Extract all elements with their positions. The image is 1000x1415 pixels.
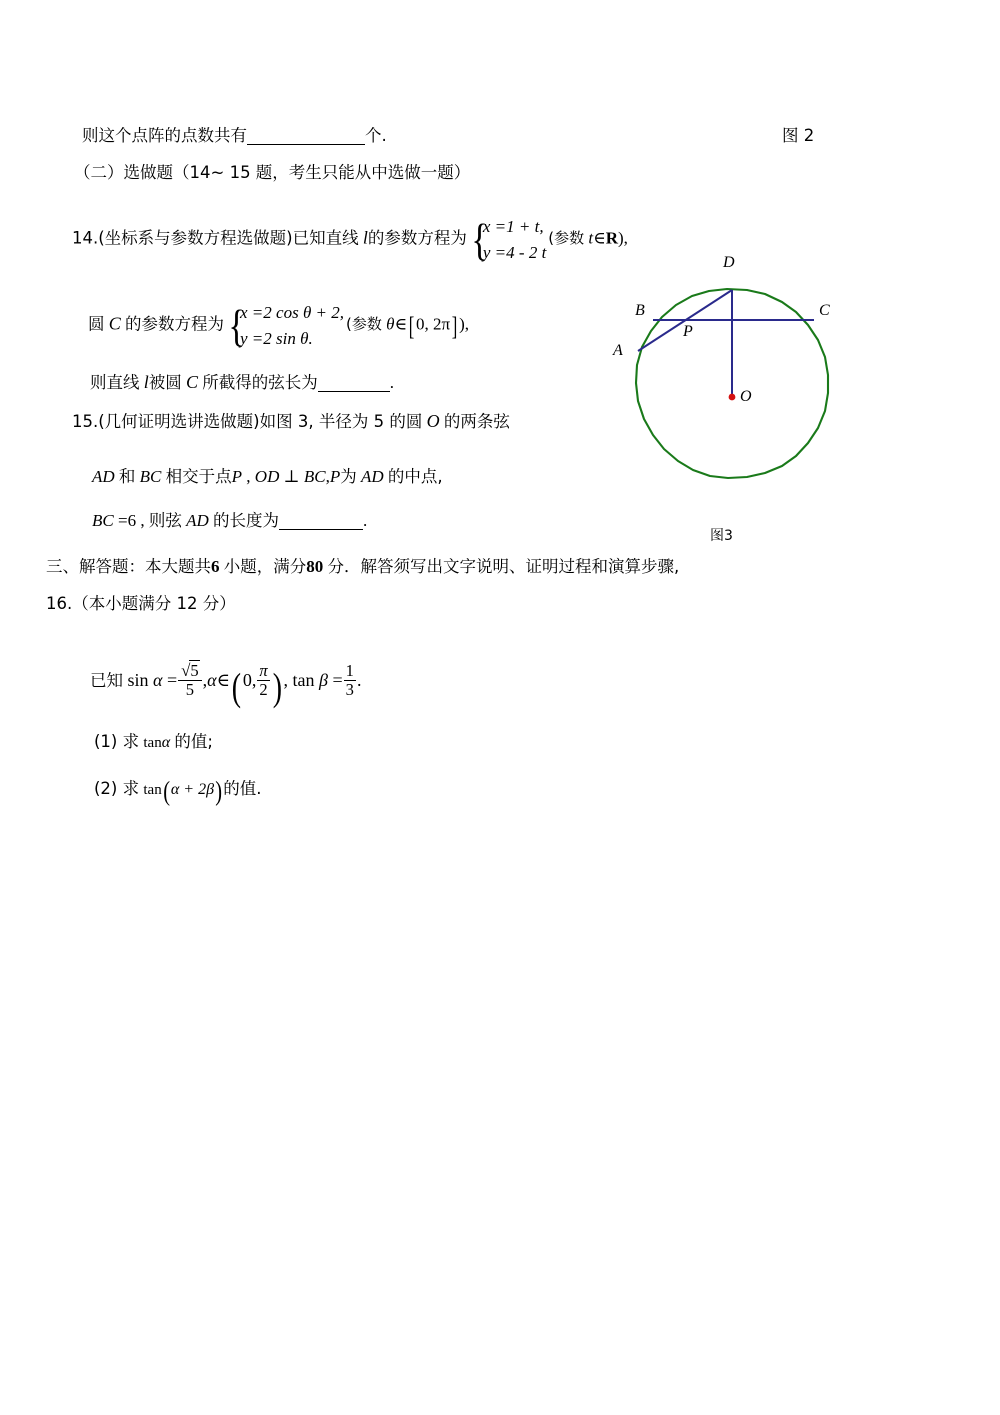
- fraction-denominator: 5: [185, 679, 195, 699]
- system-brace-icon: {: [471, 214, 488, 264]
- q14-title: (坐标系与参数方程选做题): [98, 228, 293, 248]
- segment-BC: BC: [139, 467, 162, 486]
- q15-comma-1: ,: [246, 467, 251, 486]
- q14-line-2: 圆 C 的参数方程为 { x =2 cos θ + 2, y =2 sin θ. (参数 θ∈[ 0, 2π] ),: [88, 300, 470, 350]
- segment-AD-3: AD: [186, 511, 209, 530]
- q16-part1-label: (1) 求: [94, 732, 140, 751]
- radicand-value: 5: [190, 661, 199, 680]
- circle-eq-row-1: x =2 cos θ + 2,: [240, 303, 345, 322]
- q15-stem-b: 的两条弦: [443, 412, 510, 431]
- q15-line-2: [92, 468, 443, 486]
- circle-label-pre: 圆: [88, 314, 105, 334]
- system-brace-icon: {: [228, 300, 245, 350]
- q14-line-3: [90, 373, 394, 392]
- beta-symbol: β: [319, 670, 328, 691]
- q13-tail-prefix: 则这个点阵的点数共有: [82, 126, 247, 145]
- q16-part-2: (2) 求 tan(α + 2β)的值.: [94, 775, 262, 807]
- q14-line-1: [72, 214, 628, 265]
- q14-stem: 已知直线: [292, 228, 359, 248]
- segment-BC-2: BC: [303, 467, 326, 486]
- q14-question-end: .: [389, 373, 395, 392]
- line-param-var: t: [588, 228, 594, 248]
- answer-blank-13[interactable]: [247, 127, 365, 145]
- q15-text-1: 相交于点: [165, 467, 232, 486]
- q15-circle-symbol: O: [426, 411, 440, 431]
- q16-heading: [46, 595, 236, 613]
- answer-blank-15[interactable]: [279, 512, 363, 530]
- q14-stem2: 的参数方程为: [367, 228, 467, 248]
- q15-stem-a: 如图 3, 半径为 5 的圆: [259, 412, 423, 431]
- part1-tan-operator: tan: [143, 735, 162, 751]
- circle-symbol: C: [108, 313, 121, 334]
- fraction-numerator: [178, 662, 202, 681]
- figure3-caption: 图3: [710, 528, 733, 544]
- q16-part2-tail: 的值.: [223, 779, 262, 798]
- q14-question-post: 所截得的弦长为: [202, 373, 318, 392]
- section3-heading-a: 三、解答题：本大题共: [46, 557, 211, 576]
- point-P: P: [231, 467, 243, 486]
- q13-tail-suffix: 个.: [365, 126, 387, 145]
- optional-section-header: （二）选做题（14~ 15 题，考生只能从中选做一题）: [74, 163, 471, 182]
- figure2-label: 图 2: [782, 126, 815, 145]
- q16-part1-tail: 的值;: [174, 732, 213, 751]
- line-param-post: ),: [618, 228, 628, 248]
- fraction-1-over-3: [344, 662, 356, 698]
- section3-count: 6: [211, 557, 220, 576]
- q14-question-circle: C: [186, 372, 199, 392]
- q15-text-2: 的中点,: [387, 467, 443, 486]
- line-param-note-pre: (参数: [548, 229, 585, 248]
- circle-param-post: ),: [459, 314, 470, 334]
- line-eq-row-1: x =1 + t,: [482, 217, 544, 236]
- q16-given-pre: 已知: [90, 671, 123, 691]
- part2-tan-operator: tan: [143, 782, 162, 798]
- interval-denominator: 2: [259, 679, 268, 699]
- point-P-2: P: [329, 467, 341, 486]
- in-symbol: ∈: [216, 670, 230, 691]
- q15-wei: 为: [340, 467, 357, 486]
- q16-part-1: [94, 733, 213, 751]
- sqrt-group: [180, 662, 200, 680]
- q15-bc-value: =6 ,: [117, 511, 145, 530]
- line-param-in: ∈: [593, 228, 606, 248]
- interval-lower: 0,: [242, 670, 257, 691]
- alpha-symbol-2: α: [207, 670, 217, 691]
- q16-title: （本小题满分 12 分）: [72, 594, 236, 613]
- center-point-dot: [729, 394, 736, 401]
- q15-comma-2: ,: [325, 467, 330, 486]
- q14-number: 14.: [72, 228, 99, 248]
- q16-number: 16.: [46, 594, 73, 613]
- label-point-A: A: [613, 342, 623, 359]
- circle-parametric-system: [226, 300, 344, 351]
- line-parametric-system: [469, 214, 546, 265]
- q15-text-4: 的长度为: [213, 511, 279, 530]
- q15-he: 和: [118, 467, 136, 486]
- label-point-O: O: [740, 388, 752, 405]
- circle-geometry-svg: [595, 258, 875, 538]
- part2-inner-expression: α + 2β: [170, 781, 215, 798]
- circle-param-in: ∈: [394, 314, 408, 334]
- segment-AD: AD: [92, 467, 115, 486]
- q15-end: .: [363, 511, 368, 530]
- q16-comma-2: ,: [283, 670, 289, 691]
- figure3-diagram: [595, 254, 875, 538]
- label-point-C: C: [819, 302, 830, 319]
- part1-alpha: α: [161, 734, 171, 751]
- q14-question-pre: 则直线: [90, 373, 140, 392]
- radical-icon: √: [181, 661, 191, 680]
- q14-question-line: l: [143, 372, 149, 392]
- fraction-numerator-2: 1: [345, 661, 354, 681]
- circle-param-note-pre: (参数: [346, 315, 382, 334]
- segment-BC-3: BC: [92, 511, 114, 530]
- q16-period: .: [356, 670, 362, 691]
- fraction-pi-over-2: [257, 662, 269, 698]
- q15-title: (几何证明选讲选做题): [98, 412, 260, 431]
- alpha-symbol: α: [153, 670, 163, 691]
- interval-numerator: π: [259, 661, 268, 681]
- q15-line-1: [72, 412, 510, 431]
- answer-blank-14[interactable]: [318, 374, 390, 392]
- perp-icon: ⊥: [283, 467, 300, 486]
- section3-heading: [46, 558, 679, 576]
- segment-OD: OD: [254, 467, 280, 486]
- circle-param-var: θ: [386, 314, 395, 334]
- q14-line-symbol: l: [362, 227, 368, 248]
- q16-comma-1: ,: [202, 670, 208, 691]
- line-param-set: R: [605, 228, 619, 248]
- circle-eq-row-2: y =2 sin θ.: [240, 328, 313, 348]
- circle-label-post: 的参数方程为: [125, 314, 225, 334]
- segment-AD-2: AD: [360, 467, 384, 486]
- q14-question-mid: 被圆: [148, 373, 182, 392]
- equals-sign-1: =: [166, 670, 178, 691]
- line-eq-row-2: y =4 - 2 t: [482, 242, 547, 262]
- equals-sign-2: =: [332, 670, 343, 691]
- label-point-P: P: [683, 323, 693, 340]
- label-point-D: D: [723, 254, 735, 271]
- fraction-denominator-2: 3: [345, 679, 354, 699]
- q16-given-line: 已知 sin α = $\frac{√5}{5}$ ,α∈( 0, $\frac{\pi}{2}$ ) , tan β = $\frac{1}{3}$ .: [90, 661, 362, 710]
- q13-tail-line: [82, 127, 387, 145]
- section3-score: 80: [306, 557, 324, 576]
- tan-operator: tan: [292, 670, 315, 691]
- q15-number: 15.: [72, 412, 99, 431]
- circle-param-set: 0, 2π: [416, 314, 451, 334]
- section3-heading-c: 分．解答须写出文字说明、证明过程和演算步骤,: [327, 557, 680, 576]
- section3-heading-b: 小题，满分: [223, 557, 307, 576]
- q15-text-3: 则弦: [148, 511, 182, 530]
- label-point-B: B: [635, 302, 645, 319]
- q15-line-3: [92, 512, 367, 530]
- sin-operator: sin: [127, 670, 149, 691]
- q16-part2-label: (2) 求: [94, 779, 140, 798]
- fraction-sqrt5-over-5: [178, 662, 202, 698]
